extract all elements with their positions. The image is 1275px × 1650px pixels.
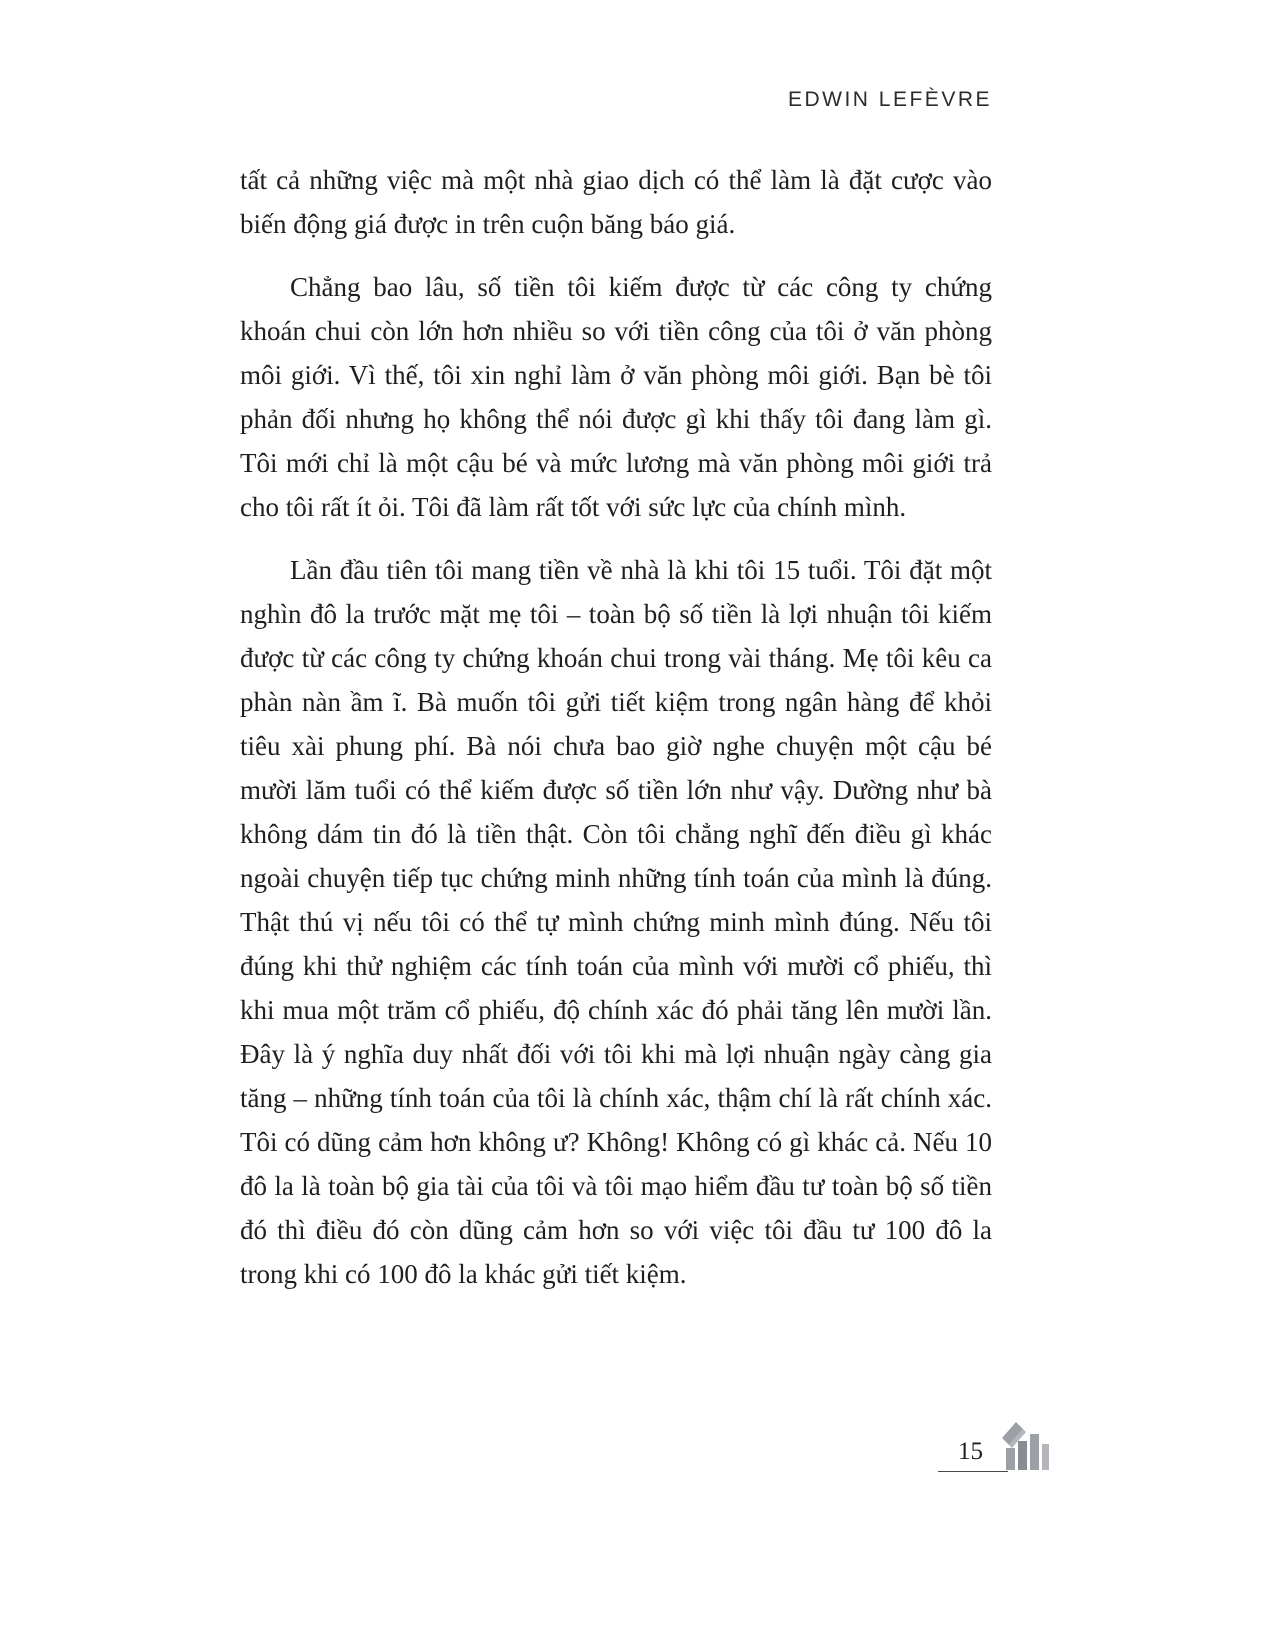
publisher-logo-icon xyxy=(1000,1420,1050,1472)
page-body xyxy=(240,158,992,1315)
running-header-author: EDWIN LEFÈVRE xyxy=(787,88,992,111)
page-header xyxy=(240,88,992,112)
paragraph: Lần đầu tiên tôi mang tiền về nhà là khi tôi 15 tuổi. Tôi đặt một nghìn đô la trước mặt mẹ tôi – toàn bộ số tiền là lợi nhuận tôi kiếm được từ các công ty chứng khoán chui trong vài tháng. Mẹ tôi kêu ca phàn nàn ầm ĩ. Bà muốn tôi gửi tiết kiệm trong ngân hàng để khỏi tiêu xài phung phí. Bà nói chưa bao giờ nghe chuyện một cậu bé mười lăm tuổi có thể kiếm được số tiền lớn như vậy. Dường như bà không dám tin đó là tiền thật. Còn tôi chẳng nghĩ đến điều gì khác ngoài chuyện tiếp tục chứng minh những tính toán của mình là đúng. Thật thú vị nếu tôi có thể tự mình chứng minh mình đúng. Nếu tôi đúng khi thử nghiệm các tính toán của mình với mười cổ phiếu, thì khi mua một trăm cổ phiếu, độ chính xác đó phải tăng lên mười lần. Đây là ý nghĩa duy nhất đối với tôi khi mà lợi nhuận ngày càng gia tăng – những tính toán của tôi là chính xác, thậm chí là rất chính xác. Tôi có dũng cảm hơn không ư? Không! Không có gì khác cả. Nếu 10 đô la là toàn bộ gia tài của tôi và tôi mạo hiểm đầu tư toàn bộ số tiền đó thì điều đó còn dũng cảm hơn so với việc tôi đầu tư 100 đô la trong khi có 100 đô la khác gửi tiết kiệm. xyxy=(240,555,992,1289)
paragraph: Chẳng bao lâu, số tiền tôi kiếm được từ các công ty chứng khoán chui còn lớn hơn nhiều so với tiền công của tôi ở văn phòng môi giới. Vì thế, tôi xin nghỉ làm ở văn phòng môi giới. Bạn bè tôi phản đối nhưng họ không thể nói được gì khi thấy tôi đang làm gì. Tôi mới chỉ là một cậu bé và mức lương mà văn phòng môi giới trả cho tôi rất ít ỏi. Tôi đã làm rất tốt với sức lực của chính mình. xyxy=(240,272,992,522)
page-number: 15 xyxy=(958,1438,983,1465)
page-footer xyxy=(938,1418,1050,1472)
page-number-rule xyxy=(938,1471,1008,1472)
paragraph-continuation: tất cả những việc mà một nhà giao dịch có thể làm là đặt cược vào biến động giá được in trên cuộn băng báo giá. xyxy=(240,165,992,239)
